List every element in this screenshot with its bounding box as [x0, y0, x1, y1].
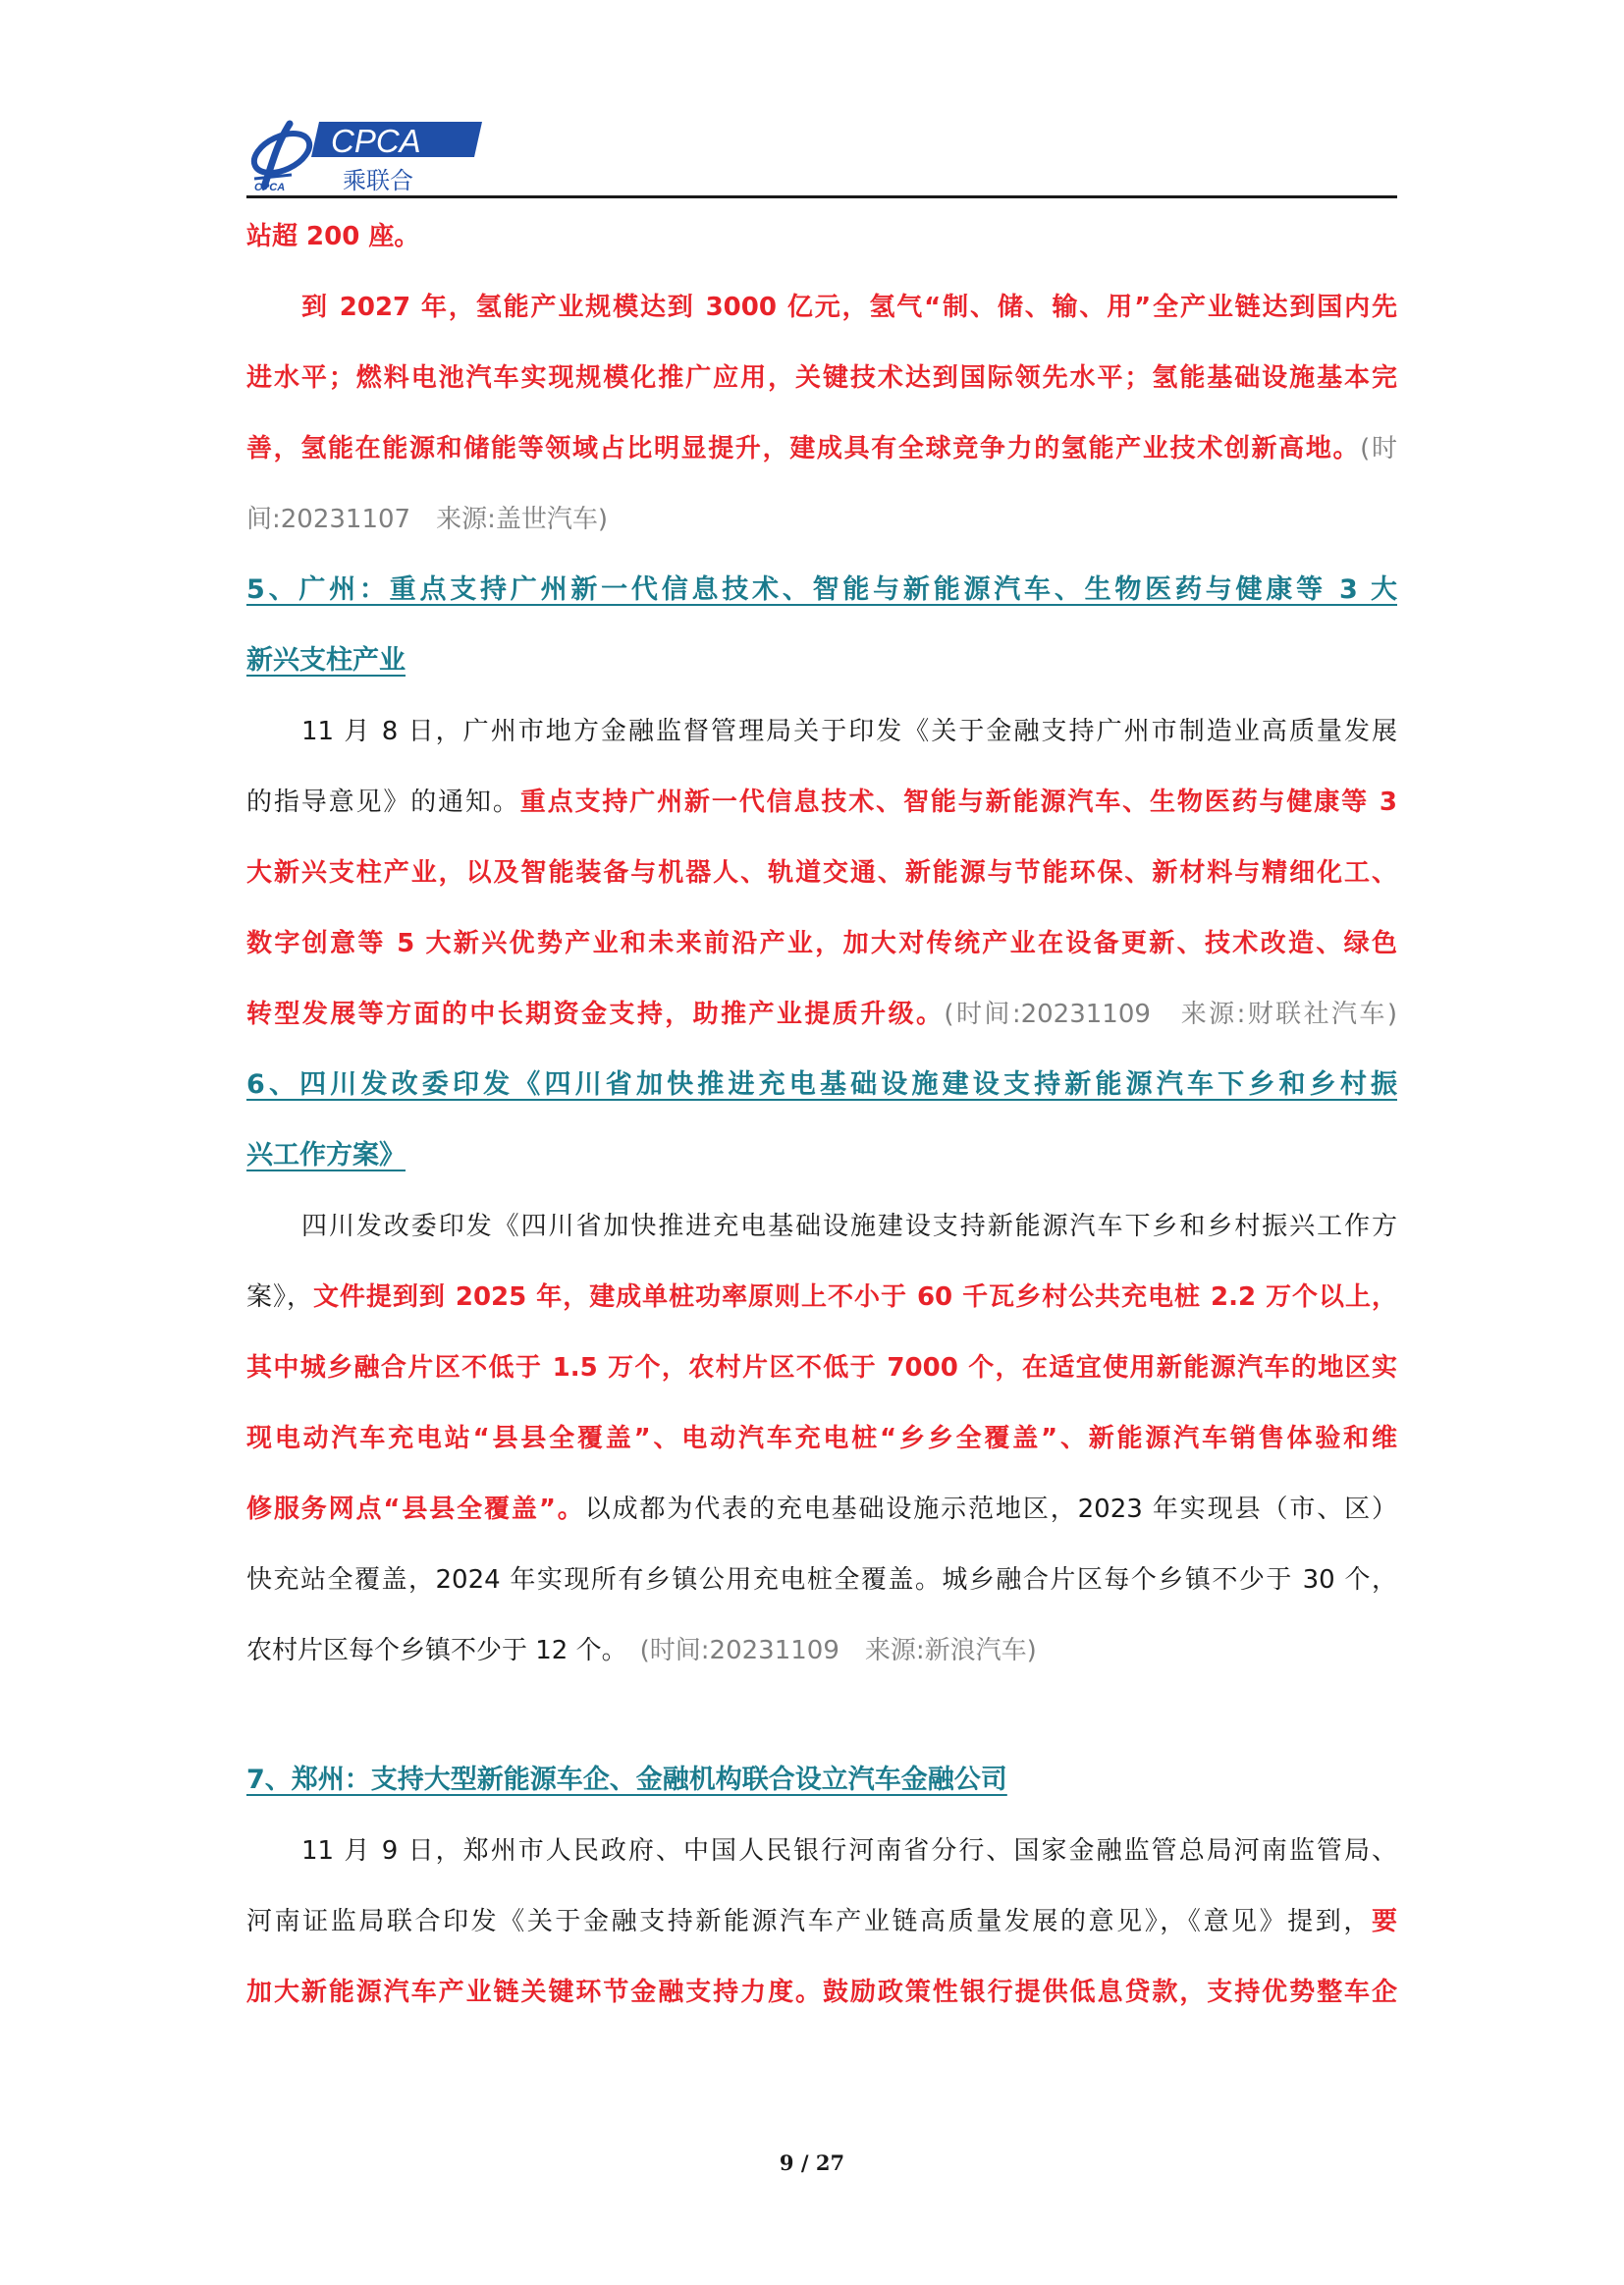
source-note: (时: [1360, 434, 1397, 463]
paragraph-line: 的指导意见》的通知。重点支持广州新一代信息技术、智能与新能源汽车、生物医药与健康等 3: [246, 788, 1397, 817]
source-note: (时间:20231109 来源:财联社汽车): [944, 1000, 1397, 1029]
source-note: 间:20231107 来源:盖世汽车): [246, 505, 608, 534]
paragraph-line: 四川发改委印发《四川省加快推进充电基础设施建设支持新能源汽车下乡和乡村振兴工作方: [301, 1212, 1397, 1241]
paragraph-line: 案》，文件提到到 2025 年，建成单桩功率原则上不小于 60 千瓦乡村公共充电桩 2.2 万个以上，: [246, 1282, 1397, 1312]
svg-text:CPCA: CPCA: [254, 182, 286, 193]
paragraph-line: 河南证监局联合印发《关于金融支持新能源汽车产业链高质量发展的意见》，《意见》提到，要: [246, 1907, 1397, 1936]
total-pages: 27: [815, 2150, 845, 2175]
paragraph-line: 善，氢能在能源和储能等领域占比明显提升，建成具有全球竞争力的氢能产业技术创新高地。(时: [246, 434, 1397, 463]
paragraph-line: 11 月 8 日，广州市地方金融监督管理局关于印发《关于金融支持广州市制造业高质量发展: [301, 717, 1397, 746]
paragraph-line: 到 2027 年，氢能产业规模达到 3000 亿元，氢气“制、储、输、用”全产业链达到国内先: [301, 293, 1397, 322]
paragraph-line: 修服务网点“县县全覆盖”。以成都为代表的充电基础设施示范地区，2023 年实现县（市、区）: [246, 1495, 1397, 1524]
section-heading-7: 7、郑州：支持大型新能源车企、金融机构联合设立汽车金融公司: [246, 1765, 1007, 1795]
svg-text:CPCA: CPCA: [331, 123, 421, 159]
paragraph-line: 农村片区每个乡镇不少于 12 个。 (时间:20231109 来源:新浪汽车): [246, 1636, 1037, 1665]
cpca-logo: [246, 116, 482, 194]
section-heading-5: 5、广州：重点支持广州新一代信息技术、智能与新能源汽车、生物医药与健康等 3 大: [246, 574, 1397, 605]
spacer: [246, 1686, 1397, 1745]
page-number: 9: [779, 2150, 794, 2175]
paragraph-line: 现电动汽车充电站“县县全覆盖”、电动汽车充电桩“乡乡全覆盖”、新能源汽车销售体验和维: [246, 1424, 1397, 1453]
paragraph-line: 其中城乡融合片区不低于 1.5 万个，农村片区不低于 7000 个，在适宜使用新能源汽车的地区实: [246, 1353, 1397, 1383]
section-heading-6: 6、四川发改委印发《四川省加快推进充电基础设施建设支持新能源汽车下乡和乡村振: [246, 1069, 1397, 1100]
paragraph-line: 11 月 9 日，郑州市人民政府、中国人民银行河南省分行、国家金融监管总局河南监管局、: [301, 1836, 1397, 1866]
cpca-logo-graphic: [246, 116, 482, 194]
paragraph-line: 加大新能源汽车产业链关键环节金融支持力度。鼓励政策性银行提供低息贷款，支持优势整车企: [246, 1978, 1397, 2007]
source-note: (时间:20231109 来源:新浪汽车): [639, 1636, 1037, 1665]
paragraph-line: 转型发展等方面的中长期资金支持，助推产业提质升级。(时间:20231109 来源:财联社汽车): [246, 1000, 1397, 1029]
paragraph-line: 数字创意等 5 大新兴优势产业和未来前沿产业，加大对传统产业在设备更新、技术改造、绿色: [246, 929, 1397, 958]
article-body: [246, 201, 1397, 2028]
svg-text:乘联合: 乘联合: [343, 167, 413, 194]
section-heading-6: 兴工作方案》: [246, 1140, 406, 1170]
paragraph-line: 进水平；燃料电池汽车实现规模化推广应用，关键技术达到国际领先水平；氢能基础设施基本完: [246, 363, 1397, 393]
page-header: [246, 116, 1397, 198]
header-divider: [246, 195, 1397, 198]
paragraph-line: 站超 200 座。: [246, 222, 420, 251]
page-footer: [0, 2150, 1624, 2175]
paragraph-line: 快充站全覆盖，2024 年实现所有乡镇公用充电桩全覆盖。城乡融合片区每个乡镇不少于 30 个，: [246, 1565, 1397, 1595]
paragraph-line: 大新兴支柱产业，以及智能装备与机器人、轨道交通、新能源与节能环保、新材料与精细化工、: [246, 858, 1397, 888]
section-heading-5: 新兴支柱产业: [246, 645, 406, 676]
page-separator: /: [800, 2150, 809, 2175]
